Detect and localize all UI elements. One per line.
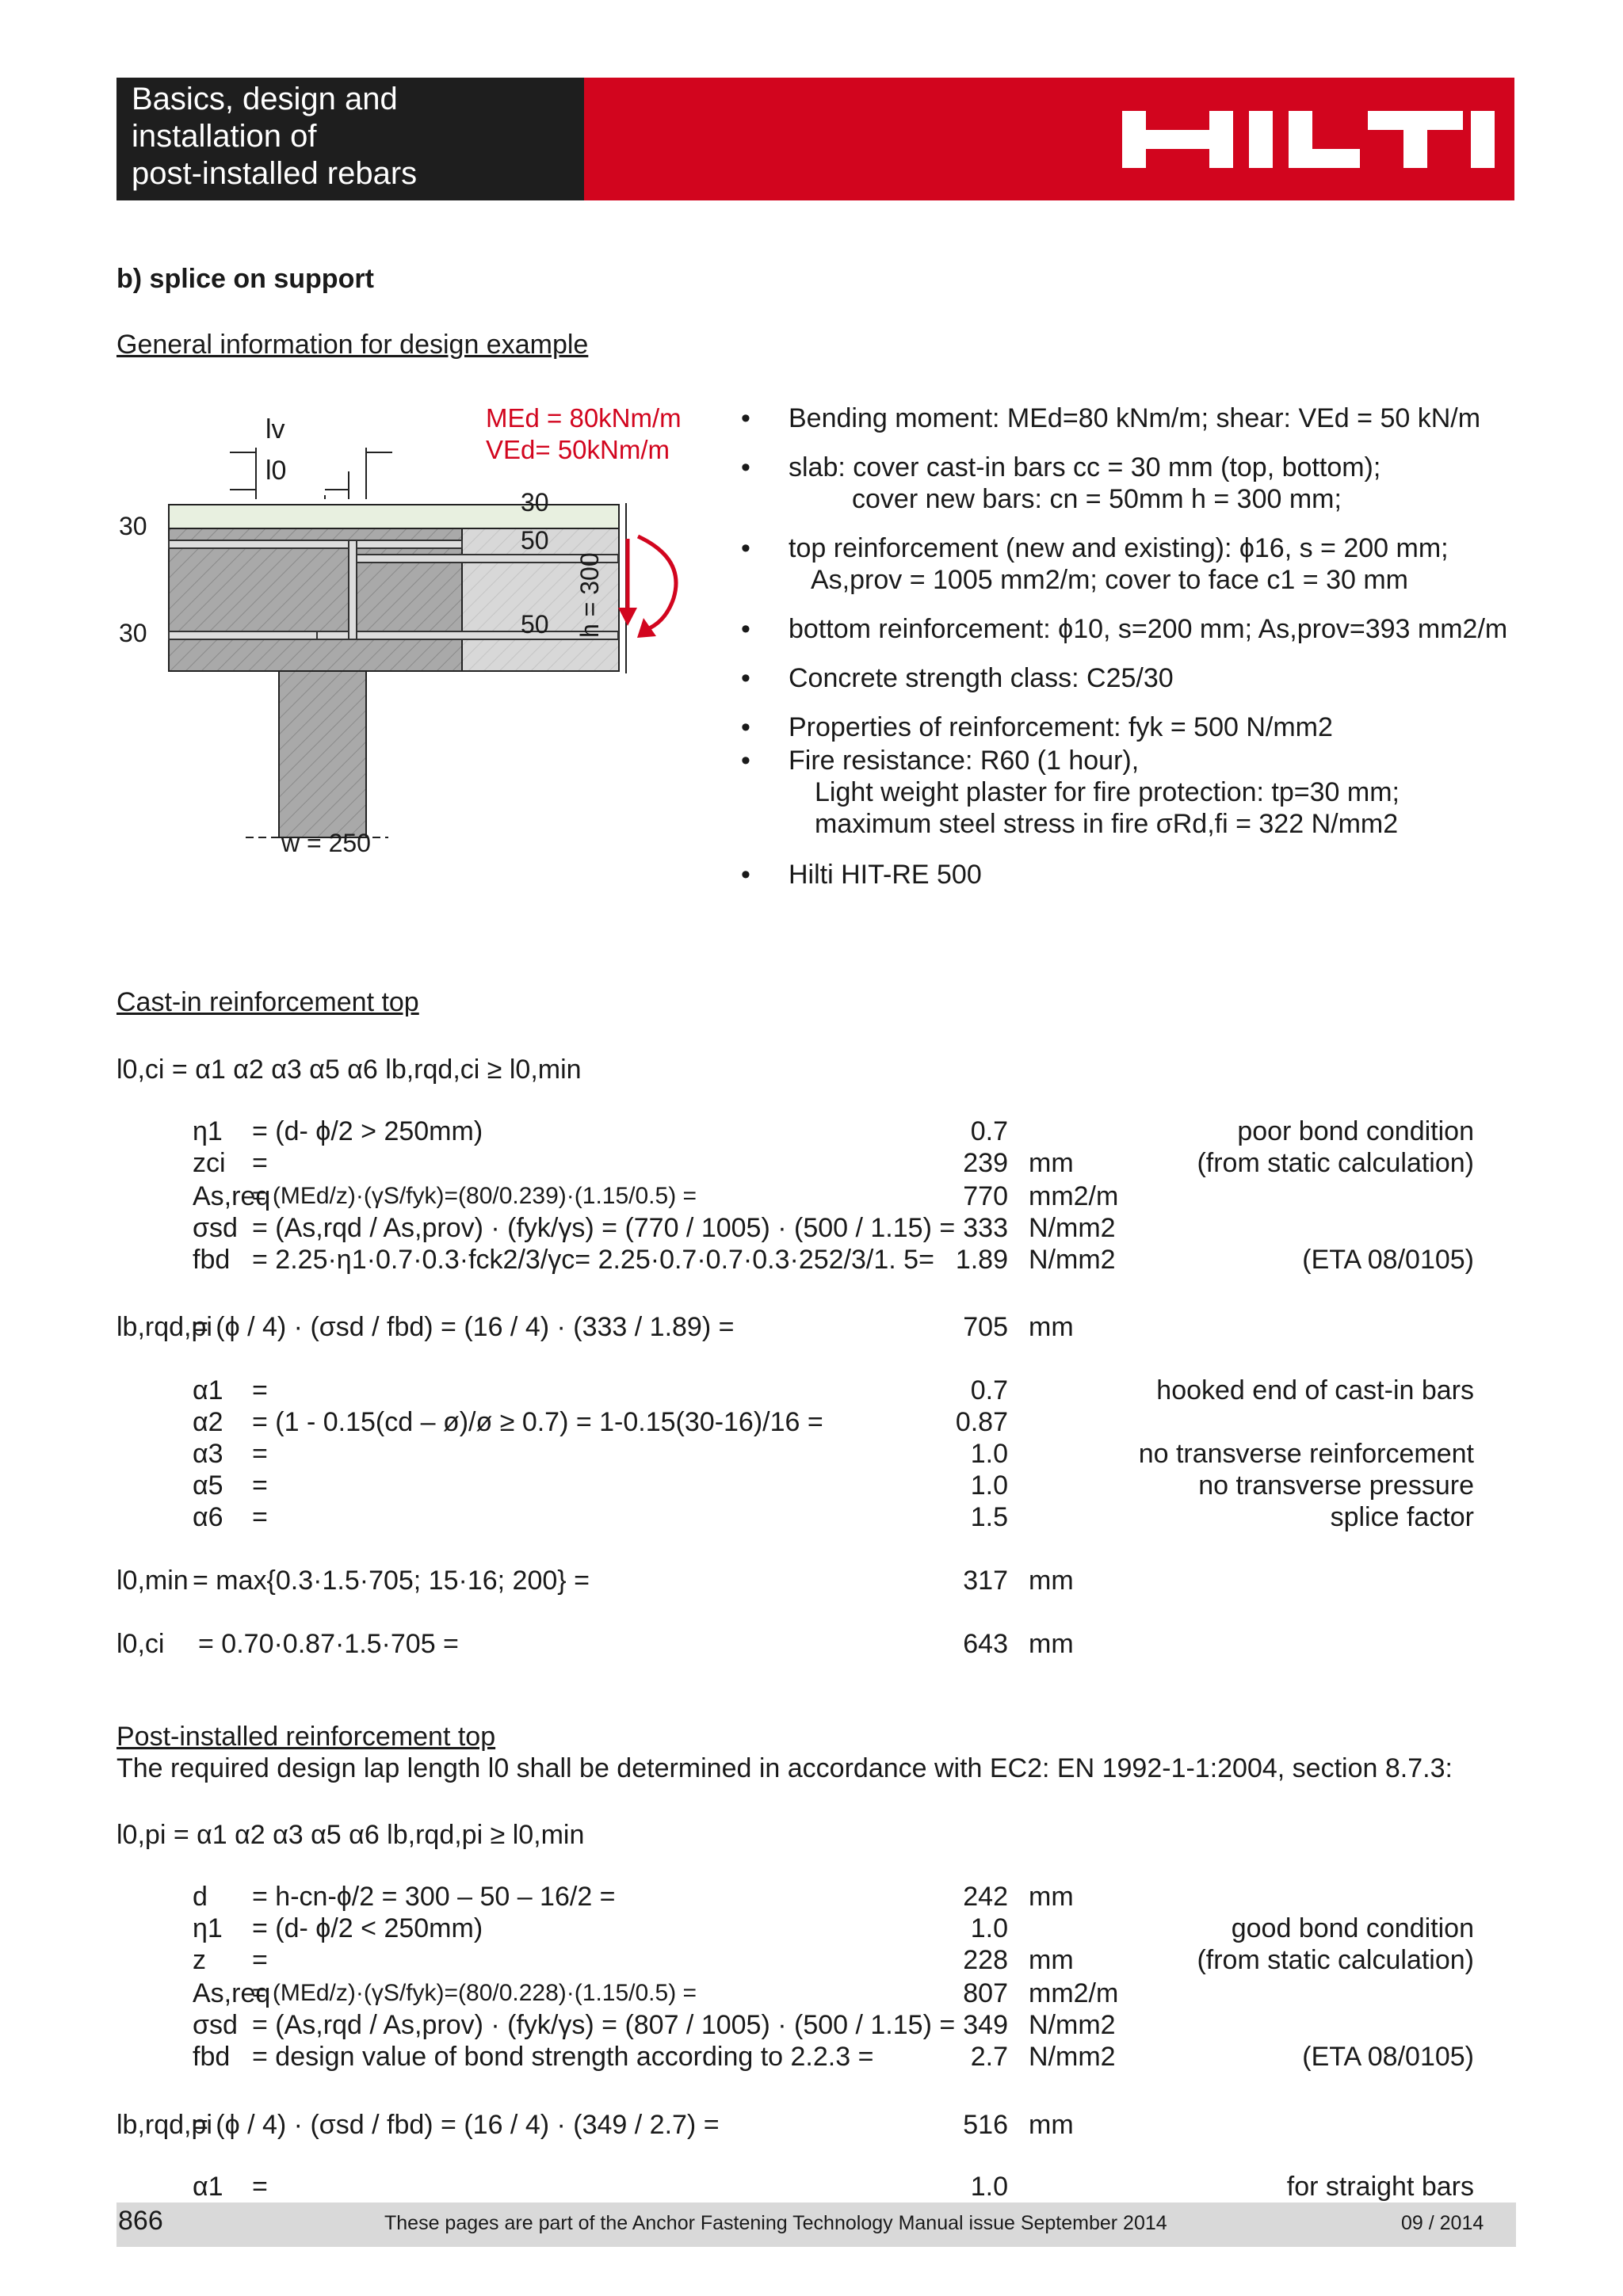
bullet-top-as-prov: As,prov = 1005 mm2/m; cover to face c1 = 30 mm xyxy=(811,565,1408,595)
bullet-slab-cover: slab: cover cast-in bars cc = 30 mm (top, bottom); xyxy=(789,452,1381,482)
castin-row-note: (from static calculation) xyxy=(1197,1148,1474,1178)
alpha-val: 1.0 xyxy=(970,1470,1008,1501)
dim-30-left-bottom: 30 xyxy=(119,619,147,647)
postinst-row-eq: = design value of bond strength according to 2.2.3 = xyxy=(252,2042,874,2072)
postinst-row-sym: z xyxy=(193,1945,206,1975)
l0-label: l0 xyxy=(265,456,287,486)
castin-row-sym: η1 xyxy=(193,1116,223,1146)
l0ci-eq: = 0.70·0.87·1.5·705 = xyxy=(198,1629,459,1659)
postinst-row-eq: = (d- ϕ/2 < 250mm) xyxy=(252,1913,483,1943)
postinst-row-sym: As,req xyxy=(193,1978,271,2008)
castin-lb-eq: = (ϕ / 4) · (σsd / fbd) = (16 / 4) · (333 / 1.89) = xyxy=(193,1312,735,1342)
med-label: MEd = 80kNm/m xyxy=(486,403,682,433)
castin-alpha-row xyxy=(0,1406,1623,1438)
bullet-adhesive: Hilti HIT-RE 500 xyxy=(789,860,982,890)
header-title-line-2: installation of xyxy=(132,119,317,154)
bullet-fire-stress: maximum steel stress in fire σRd,fi = 322 N/mm2 xyxy=(815,809,1399,839)
castin-row-eq: = (As,rqd / As,prov) · (fyk/γs) = (770 / 1005) · (500 / 1.15) = xyxy=(252,1213,956,1243)
bullet-dot-3: • xyxy=(741,533,750,563)
bullet-dot-7: • xyxy=(741,746,750,776)
postinst-heading: Post-installed reinforcement top xyxy=(116,1722,496,1752)
postinst-row xyxy=(0,1978,1623,2009)
header-title-line-1: Basics, design and xyxy=(132,82,398,116)
postinst-row-lb xyxy=(0,2109,1623,2141)
postinst-row-val: 228 xyxy=(963,1945,1008,1975)
alpha-val: 1.5 xyxy=(970,1502,1008,1532)
postinst-lb-sym: lb,rqd,pi xyxy=(116,2110,212,2140)
postinst-row-val: 1.0 xyxy=(970,1913,1008,1943)
postinst-row-sym: d xyxy=(193,1882,208,1912)
postinst-lb-eq: = (ϕ / 4) · (σsd / fbd) = (16 / 4) · (349 / 2.7) = xyxy=(193,2110,720,2140)
dim-w-250: w = 250 xyxy=(281,829,371,857)
castin-row-unit: mm2/m xyxy=(1029,1181,1119,1211)
bullet-steel-properties: Properties of reinforcement: fyk = 500 N/mm2 xyxy=(789,712,1333,742)
postinst-row xyxy=(0,1881,1623,1913)
castin-row-eta xyxy=(0,1116,1623,1147)
castin-row-sigma xyxy=(0,1212,1623,1244)
postinst-row-unit: mm xyxy=(1029,1945,1074,1975)
postinst-row-sym: fbd xyxy=(193,2042,231,2072)
postinst-row-eq: = (MEd/z)·(γS/fyk)=(80/0.228)·(1.15/0.5) = xyxy=(252,1980,697,2006)
alpha-note: no transverse reinforcement xyxy=(1138,1439,1474,1469)
alpha-val: 0.7 xyxy=(970,1375,1008,1405)
castin-row-eq: = (MEd/z)·(γS/fyk)=(80/0.239)·(1.15/0.5) = xyxy=(252,1183,697,1209)
castin-row-sym: fbd xyxy=(193,1245,231,1275)
castin-row-val: 333 xyxy=(963,1213,1008,1243)
castin-row-sym: zci xyxy=(193,1148,226,1178)
header-title xyxy=(132,81,417,193)
ved-label: VEd= 50kNm/m xyxy=(486,435,670,464)
postinst-alpha1-eq: = xyxy=(252,2172,268,2202)
castin-row-unit: mm xyxy=(1029,1148,1074,1178)
alpha-sym: α3 xyxy=(193,1439,223,1469)
castin-lb-val: 705 xyxy=(963,1312,1008,1342)
postinst-row xyxy=(0,1944,1623,1976)
postinst-row xyxy=(0,2041,1623,2073)
castin-lb-sym: lb,rqd,pi xyxy=(116,1312,212,1342)
alpha-note: splice factor xyxy=(1330,1502,1474,1532)
castin-row-note: poor bond condition xyxy=(1237,1116,1474,1146)
l0min-unit: mm xyxy=(1029,1566,1074,1596)
alpha-sym: α2 xyxy=(193,1407,223,1437)
postinst-row-alpha1 xyxy=(0,2171,1623,2203)
dim-30-top: 30 xyxy=(521,488,549,517)
postinst-row-note: (ETA 08/0105) xyxy=(1302,2042,1474,2072)
alpha-val: 0.87 xyxy=(955,1407,1008,1437)
postinst-row-unit: mm2/m xyxy=(1029,1978,1119,2008)
l0min-sym: l0,min xyxy=(116,1566,189,1596)
postinst-row-sym: η1 xyxy=(193,1913,223,1943)
castin-formula: l0,ci = α1 α2 α3 α5 α6 lb,rqd,ci ≥ l0,min xyxy=(116,1055,582,1085)
footer-text: These pages are part of the Anchor Fastening Technology Manual issue September 2014 xyxy=(384,2212,1167,2234)
castin-row-lb xyxy=(0,1311,1623,1343)
postinst-row xyxy=(0,1913,1623,1944)
castin-row-val: 770 xyxy=(963,1181,1008,1211)
page-number: 866 xyxy=(118,2206,163,2236)
bullet-fire-resistance: Fire resistance: R60 (1 hour), xyxy=(789,746,1140,776)
castin-row-sym: As,req xyxy=(193,1181,271,1211)
header-title-line-3: post-installed rebars xyxy=(132,156,418,191)
castin-row-val: 239 xyxy=(963,1148,1008,1178)
l0min-eq: = max{0.3·1.5·705; 15·16; 200} = xyxy=(193,1566,590,1596)
castin-row-unit: N/mm2 xyxy=(1029,1213,1116,1243)
postinst-intro: The required design lap length l0 shall be determined in accordance with EC2: EN 1992-1-1:2004, section 8.7.3: xyxy=(116,1753,1453,1783)
postinst-formula: l0,pi = α1 α2 α3 α5 α6 lb,rqd,pi ≥ l0,min xyxy=(116,1820,585,1850)
castin-row-eq: = 2.25·η1·0.7·0.3·fck2/3/γc= 2.25·0.7·0.7·0.3·252/3/1. 5= xyxy=(252,1245,934,1275)
postinst-row-sym: σsd xyxy=(193,2010,238,2040)
l0ci-unit: mm xyxy=(1029,1629,1074,1659)
bullet-dot-6: • xyxy=(741,712,750,742)
dim-30-left-top: 30 xyxy=(119,512,147,540)
general-info-heading: General information for design example xyxy=(116,330,589,360)
section-heading: b) splice on support xyxy=(116,264,374,294)
bullet-fire-plaster: Light weight plaster for fire protection: tp=30 mm; xyxy=(815,777,1400,807)
castin-alpha-row xyxy=(0,1375,1623,1406)
castin-row-sym: σsd xyxy=(193,1213,238,1243)
castin-row-val: 1.89 xyxy=(955,1245,1008,1275)
dim-50-bottom: 50 xyxy=(521,610,549,639)
castin-alpha-row xyxy=(0,1501,1623,1533)
castin-row-l0ci xyxy=(0,1628,1623,1660)
castin-lb-unit: mm xyxy=(1029,1312,1074,1342)
bullet-slab-new-cover: cover new bars: cn = 50mm h = 300 mm; xyxy=(852,484,1342,514)
postinst-row-note: (from static calculation) xyxy=(1197,1945,1474,1975)
castin-row-eq: = (d- ϕ/2 > 250mm) xyxy=(252,1116,483,1146)
postinst-row-eq: = xyxy=(252,1945,268,1975)
bullet-dot-1: • xyxy=(741,403,750,433)
postinst-row-val: 242 xyxy=(963,1882,1008,1912)
alpha-sym: α1 xyxy=(193,1375,223,1405)
alpha-note: hooked end of cast-in bars xyxy=(1156,1375,1474,1405)
alpha-eq: = (1 - 0.15(cd – ø)/ø ≥ 0.7) = 1-0.15(30-16)/16 = xyxy=(252,1407,823,1437)
postinst-row-unit: N/mm2 xyxy=(1029,2042,1116,2072)
postinst-row-unit: N/mm2 xyxy=(1029,2010,1116,2040)
postinst-alpha1-val: 1.0 xyxy=(970,2172,1008,2202)
l0ci-val: 643 xyxy=(963,1629,1008,1659)
bullet-dot-5: • xyxy=(741,663,750,693)
alpha-eq: = xyxy=(252,1439,268,1469)
lv-label: lv xyxy=(265,414,285,444)
castin-row-note: (ETA 08/0105) xyxy=(1302,1245,1474,1275)
dim-h-300: h = 300 xyxy=(575,552,604,638)
bullet-bottom-reinforcement: bottom reinforcement: ϕ10, s=200 mm; As,prov=393 mm2/m xyxy=(789,614,1508,644)
postinst-row xyxy=(0,2009,1623,2041)
alpha-eq: = xyxy=(252,1502,268,1532)
castin-alpha-row xyxy=(0,1438,1623,1470)
alpha-sym: α5 xyxy=(193,1470,223,1501)
bullet-dot-2: • xyxy=(741,452,750,482)
alpha-eq: = xyxy=(252,1375,268,1405)
splice-support-diagram xyxy=(111,400,729,860)
alpha-sym: α6 xyxy=(193,1502,223,1532)
castin-row-eq: = xyxy=(252,1148,268,1178)
castin-row-unit: N/mm2 xyxy=(1029,1245,1116,1275)
postinst-lb-unit: mm xyxy=(1029,2110,1074,2140)
castin-row-asreq xyxy=(0,1180,1623,1212)
bullet-dot-8: • xyxy=(741,860,750,890)
postinst-row-eq: = (As,rqd / As,prov) · (fyk/γs) = (807 / 1005) · (500 / 1.15) = xyxy=(252,2010,956,2040)
castin-row-val: 0.7 xyxy=(970,1116,1008,1146)
footer-date: 09 / 2014 xyxy=(1401,2212,1484,2234)
postinst-row-note: good bond condition xyxy=(1231,1913,1474,1943)
postinst-alpha1-note: for straight bars xyxy=(1286,2172,1474,2202)
bullet-top-reinforcement: top reinforcement (new and existing): ϕ16, s = 200 mm; xyxy=(789,533,1449,563)
castin-heading: Cast-in reinforcement top xyxy=(116,987,419,1017)
bullet-bending-moment: Bending moment: MEd=80 kNm/m; shear: VEd = 50 kN/m xyxy=(789,403,1481,433)
alpha-eq: = xyxy=(252,1470,268,1501)
postinst-row-val: 807 xyxy=(963,1978,1008,2008)
postinst-lb-val: 516 xyxy=(963,2110,1008,2140)
postinst-alpha1-sym: α1 xyxy=(193,2172,223,2202)
bullet-dot-4: • xyxy=(741,614,750,644)
castin-row-l0min xyxy=(0,1565,1623,1596)
postinst-row-unit: mm xyxy=(1029,1882,1074,1912)
hilti-logo xyxy=(1122,111,1495,168)
postinst-row-eq: = h-cn-ϕ/2 = 300 – 50 – 16/2 = xyxy=(252,1882,616,1912)
l0min-val: 317 xyxy=(963,1566,1008,1596)
castin-row-fbd xyxy=(0,1244,1623,1276)
dim-50-top: 50 xyxy=(521,526,549,555)
bullet-concrete-class: Concrete strength class: C25/30 xyxy=(789,663,1174,693)
postinst-row-val: 349 xyxy=(963,2010,1008,2040)
castin-row-zci xyxy=(0,1147,1623,1179)
castin-alpha-row xyxy=(0,1470,1623,1501)
alpha-note: no transverse pressure xyxy=(1198,1470,1474,1501)
alpha-val: 1.0 xyxy=(970,1439,1008,1469)
l0ci-sym: l0,ci xyxy=(116,1629,165,1659)
postinst-row-val: 2.7 xyxy=(970,2042,1008,2072)
